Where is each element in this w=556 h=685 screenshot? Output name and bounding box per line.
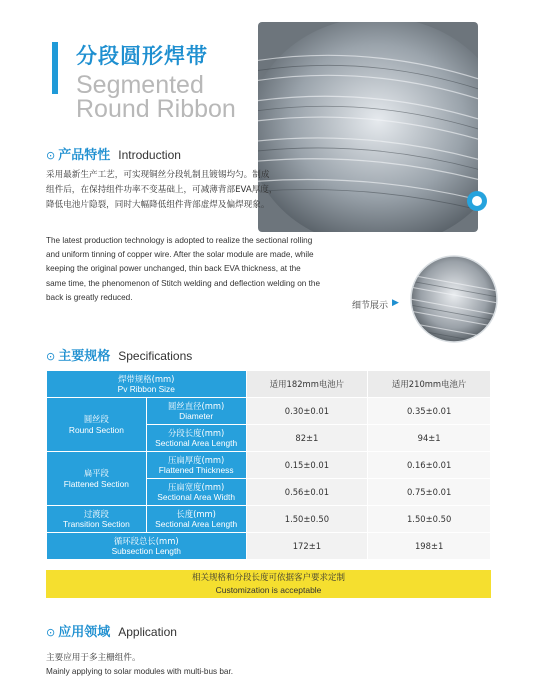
table-row: [47, 452, 491, 479]
transition-length-value-210: 1.50±0.50: [368, 506, 491, 533]
subsection-length-zh: 循环段总长(mm): [113, 535, 179, 546]
header-size-cell: [47, 371, 247, 398]
circle-dot-icon: ⊙: [46, 149, 56, 162]
page-title-en-line1: Segmented: [76, 71, 204, 99]
header-size-en: Pv Ribbon Size: [117, 384, 175, 394]
diameter-en: Diameter: [179, 411, 214, 421]
diameter-value-182: 0.30±0.01: [246, 398, 368, 425]
transition-section-zh: 过渡段: [83, 508, 109, 519]
application-heading: [46, 621, 177, 640]
application-text-zh: 主要应用于多主栅组件。: [46, 653, 141, 663]
detail-label: 细节展示: [352, 301, 389, 311]
header-size-zh: 焊带规格(mm): [118, 373, 175, 384]
flattened-thickness-cell: [146, 452, 246, 479]
application-heading-zh: 应用领域: [58, 625, 111, 640]
diameter-value-210: 0.35±0.01: [368, 398, 491, 425]
sectional-width-zh: 压扁宽度(mm): [167, 481, 225, 492]
sectional-length-zh: 分段长度(mm): [167, 427, 225, 438]
intro-heading-en: Introduction: [118, 148, 181, 162]
round-section-cell: [47, 398, 147, 452]
round-section-en: Round Section: [68, 424, 124, 435]
intro-text-zh: 采用最新生产工艺，可实现铜丝分段轧制且镀锡均匀。制成组件后，在保持组件功率不变基础上，可减薄背部EVA厚度，降低电池片隐裂，同时大幅降低组件背部虚焊及偏焊现象。: [46, 170, 278, 210]
header-col-210: 适用210mm电池片: [368, 371, 491, 398]
flattened-section-en: Flattened Section: [63, 478, 129, 489]
subsection-length-value-210: 198±1: [368, 533, 491, 560]
sectional-length-en: Sectional Area Length: [155, 438, 238, 448]
table-row: [47, 506, 491, 533]
sectional-width-en: Sectional Area Width: [157, 492, 236, 502]
subsection-length-cell: [47, 533, 247, 560]
flattened-section-cell: [47, 452, 147, 506]
application-text-en: Mainly applying to solar modules with multi-bus bar.: [46, 667, 234, 676]
diameter-cell: [146, 398, 246, 425]
flattened-section-zh: 扁平段: [83, 468, 109, 478]
sectional-length-value-210: 94±1: [368, 425, 491, 452]
page-title-en: [76, 73, 236, 121]
play-arrow-icon: ▶: [392, 298, 399, 308]
application-heading-en: Application: [118, 625, 177, 639]
circle-dot-icon: ⊙: [46, 350, 56, 363]
flattened-thickness-en: Flattened Thickness: [158, 465, 234, 475]
sectional-width-value-182: 0.56±0.01: [246, 479, 368, 506]
spec-heading-en: Specifications: [118, 349, 193, 363]
header-col-182: 适用182mm电池片: [246, 371, 368, 398]
round-section-zh: 圆丝段: [83, 414, 109, 424]
transition-length-en: Sectional Area Length: [155, 519, 238, 529]
page-title-en-line2: Round Ribbon: [76, 95, 236, 123]
flattened-thickness-zh: 压扁厚度(mm): [167, 454, 225, 465]
flattened-thickness-value-210: 0.16±0.01: [368, 452, 491, 479]
subsection-length-en: Subsection Length: [111, 546, 181, 556]
transition-length-zh: 长度(mm): [176, 508, 216, 519]
spec-heading: [46, 345, 192, 364]
title-accent-bar: [52, 42, 58, 94]
spec-table: [46, 370, 491, 560]
transition-section-cell: [47, 506, 147, 533]
table-row: [47, 371, 491, 398]
sectional-length-cell: [146, 425, 246, 452]
circle-dot-icon: ⊙: [46, 626, 56, 639]
transition-section-en: Transition Section: [63, 519, 130, 529]
flattened-thickness-value-182: 0.15±0.01: [246, 452, 368, 479]
customization-banner: [46, 570, 491, 598]
customization-en: Customization is acceptable: [215, 584, 322, 595]
ribbon-detail-image: [410, 255, 498, 343]
subsection-length-value-182: 172±1: [246, 533, 368, 560]
spec-heading-zh: 主要规格: [58, 349, 111, 364]
transition-length-value-182: 1.50±0.50: [246, 506, 368, 533]
sectional-width-value-210: 0.75±0.01: [368, 479, 491, 506]
sectional-width-cell: [146, 479, 246, 506]
table-row: [47, 398, 491, 425]
intro-text-en: The latest production technology is adopted to realize the sectional rolling and uniform tinning of copper wire. After the solar module are made, while keeping the original power unchanged, thin back EVA thickness, at the same time, the phenomenon of Stitch welding and deflection welding on the back is greatly reduced.: [46, 236, 321, 302]
table-row: [47, 533, 491, 560]
ribbon-spool-image: [258, 22, 478, 232]
customization-zh: 相关规格和分段长度可依据客户要求定制: [191, 573, 345, 583]
decor-circle: [466, 190, 488, 212]
transition-length-cell: [146, 506, 246, 533]
intro-heading-zh: 产品特性: [58, 148, 111, 163]
diameter-zh: 圆丝直径(mm): [167, 400, 225, 411]
page-title-zh: 分段圆形焊带: [76, 44, 208, 68]
sectional-length-value-182: 82±1: [246, 425, 368, 452]
intro-heading: [46, 144, 181, 163]
